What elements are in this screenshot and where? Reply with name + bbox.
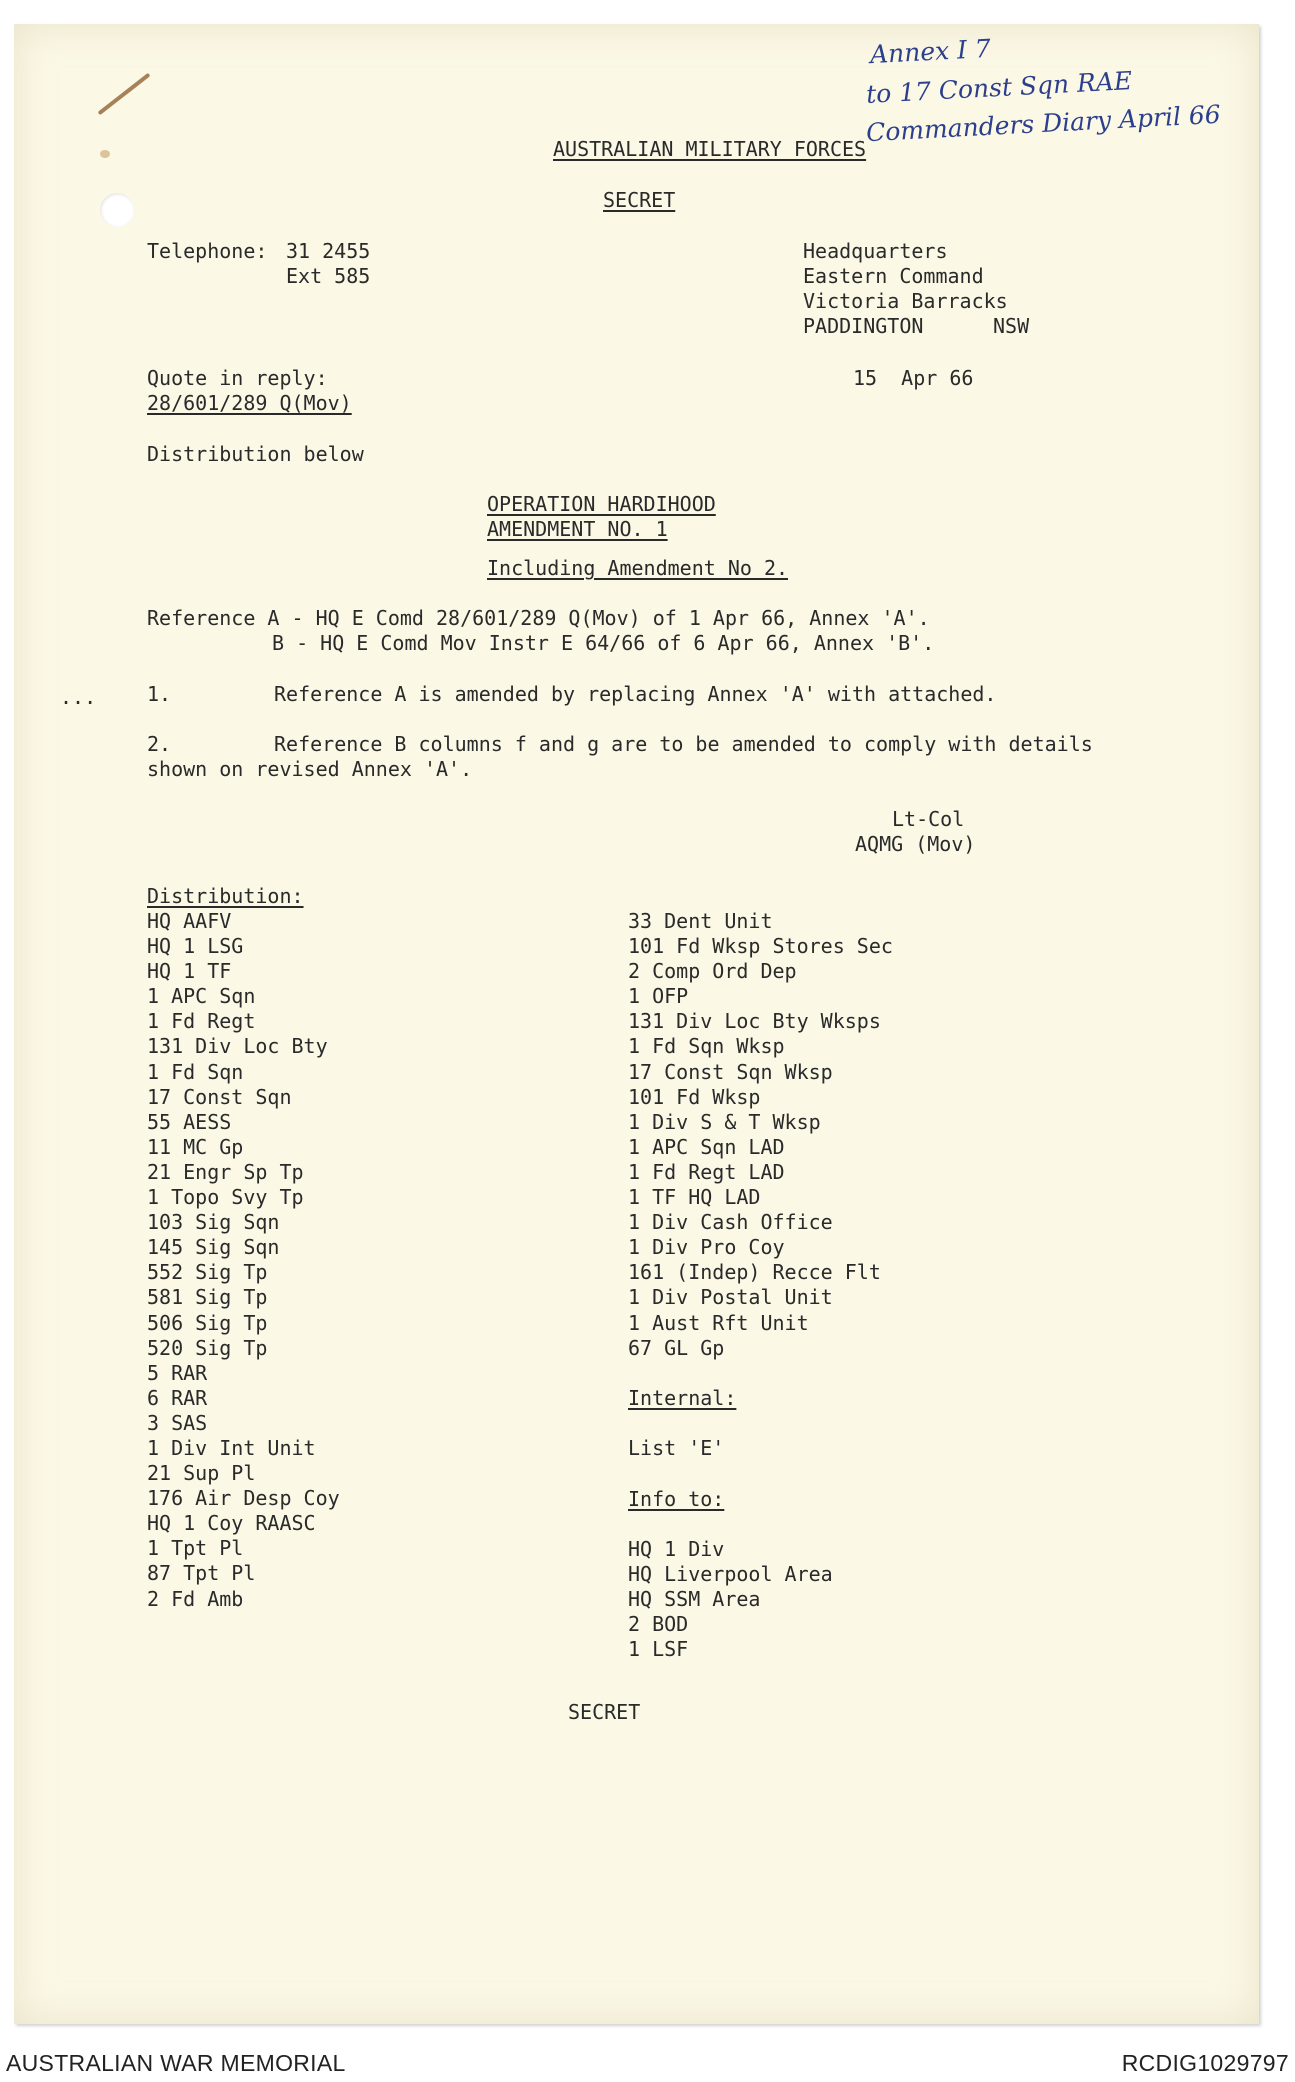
- list-item: HQ 1 Div: [628, 1537, 725, 1561]
- list-item: 1 Fd Sqn: [147, 1059, 244, 1084]
- list-item: 67 GL Gp: [628, 1335, 725, 1360]
- address-line-3: Victoria Barracks: [803, 289, 1008, 313]
- list-item: 176 Air Desp Coy: [147, 1486, 340, 1511]
- document-date: 15 Apr 66: [853, 366, 974, 390]
- distribution-list-left: [147, 909, 340, 1612]
- org-heading: AUSTRALIAN MILITARY FORCES: [553, 137, 867, 161]
- list-item: 161 (Indep) Recce Flt: [628, 1260, 881, 1285]
- list-item: 17 Const Sqn: [147, 1084, 292, 1109]
- list-item: 103 Sig Sqn: [147, 1210, 280, 1235]
- list-item: 1 Div Pro Coy: [628, 1235, 785, 1260]
- distribution-list-right: [628, 909, 893, 1361]
- signature-rank: Lt-Col: [892, 807, 965, 831]
- address-line-2: Eastern Command: [803, 264, 984, 288]
- list-item: HQ Liverpool Area: [628, 1562, 833, 1587]
- list-item: 1 APC Sqn LAD: [628, 1134, 785, 1159]
- info-heading: Info to:: [628, 1487, 725, 1511]
- paragraph-2-line-2: shown on revised Annex 'A'.: [147, 757, 473, 781]
- list-item: 581 Sig Tp: [147, 1285, 268, 1310]
- list-item: HQ 1 Coy RAASC: [147, 1511, 316, 1536]
- list-item: 1 LSF: [628, 1637, 689, 1662]
- list-item: HQ AAFV: [147, 909, 232, 933]
- punch-hole: [100, 193, 134, 227]
- list-item: 1 Aust Rft Unit: [628, 1310, 809, 1335]
- internal-heading: Internal:: [628, 1386, 737, 1410]
- address-line-1: Headquarters: [803, 239, 948, 263]
- list-item: 5 RAR: [147, 1360, 208, 1385]
- list-item: 1 OFP: [628, 984, 689, 1009]
- list-item: 21 Sup Pl: [147, 1461, 256, 1486]
- quote-reference: 28/601/289 Q(Mov): [147, 391, 352, 415]
- footer-record-id: RCDIG1029797: [1121, 2050, 1289, 2076]
- address-state: NSW: [993, 314, 1030, 338]
- paragraph-2-line-1: Reference B columns f and g are to be amended to comply with details: [274, 732, 1093, 756]
- list-item: 17 Const Sqn Wksp: [628, 1059, 833, 1084]
- list-item: 3 SAS: [147, 1410, 208, 1435]
- telephone-ext: Ext 585: [286, 264, 371, 288]
- list-item: 2 BOD: [628, 1612, 689, 1637]
- internal-item: List 'E': [628, 1436, 725, 1460]
- info-list: [628, 1537, 833, 1662]
- telephone-number: 31 2455: [286, 239, 371, 263]
- list-item: HQ 1 TF: [147, 959, 232, 984]
- list-item: 2 Fd Amb: [147, 1586, 244, 1611]
- handwritten-unit: to 17 Const Sqn RAE: [865, 66, 1133, 109]
- list-item: HQ SSM Area: [628, 1587, 761, 1612]
- list-item: 1 Div Int Unit: [147, 1435, 316, 1460]
- paragraph-1-text: Reference A is amended by replacing Annex 'A' with attached.: [274, 682, 997, 706]
- list-item: 506 Sig Tp: [147, 1310, 268, 1335]
- paragraph-2-number: 2.: [147, 732, 172, 756]
- list-item: 87 Tpt Pl: [147, 1561, 256, 1586]
- list-item: 1 Topo Svy Tp: [147, 1185, 304, 1210]
- list-item: 1 Div Cash Office: [628, 1210, 833, 1235]
- list-item: 131 Div Loc Bty: [147, 1034, 328, 1059]
- quote-label: Quote in reply:: [147, 366, 328, 390]
- list-item: 520 Sig Tp: [147, 1335, 268, 1360]
- list-item: 131 Div Loc Bty Wksps: [628, 1009, 881, 1034]
- rust-spot: [100, 150, 110, 158]
- list-item: 1 TF HQ LAD: [628, 1185, 761, 1210]
- list-item: 1 APC Sqn: [147, 984, 256, 1009]
- list-item: 11 MC Gp: [147, 1134, 244, 1159]
- including-amendment: Including Amendment No 2.: [487, 556, 789, 580]
- handwritten-diary: Commanders Diary April 66: [865, 99, 1222, 148]
- list-item: 1 Tpt Pl: [147, 1536, 244, 1561]
- distribution-heading: Distribution:: [147, 884, 304, 908]
- handwritten-annex: Annex I 7: [869, 33, 992, 70]
- telephone-label: Telephone:: [147, 239, 268, 263]
- reference-a: Reference A - HQ E Comd 28/601/289 Q(Mov) of 1 Apr 66, Annex 'A'.: [147, 606, 930, 630]
- paragraph-1-number: 1.: [147, 682, 172, 706]
- classification-top: SECRET: [603, 188, 676, 212]
- address-city: PADDINGTON: [803, 314, 924, 338]
- list-item: 1 Fd Regt: [147, 1009, 256, 1034]
- list-item: 145 Sig Sqn: [147, 1235, 280, 1260]
- list-item: 101 Fd Wksp Stores Sec: [628, 934, 893, 959]
- list-item: 33 Dent Unit: [628, 909, 773, 933]
- reference-b: B - HQ E Comd Mov Instr E 64/66 of 6 Apr 66, Annex 'B'.: [272, 631, 935, 655]
- list-item: HQ 1 LSG: [147, 934, 244, 959]
- list-item: 1 Div Postal Unit: [628, 1285, 833, 1310]
- list-item: 101 Fd Wksp: [628, 1084, 761, 1109]
- list-item: 1 Fd Regt LAD: [628, 1159, 785, 1184]
- signature-appointment: AQMG (Mov): [855, 832, 976, 856]
- margin-mark: ...: [60, 685, 97, 709]
- list-item: 1 Div S & T Wksp: [628, 1109, 821, 1134]
- list-item: 1 Fd Sqn Wksp: [628, 1034, 785, 1059]
- footer-institution: AUSTRALIAN WAR MEMORIAL: [6, 2050, 346, 2076]
- distribution-note: Distribution below: [147, 442, 364, 466]
- list-item: 21 Engr Sp Tp: [147, 1159, 304, 1184]
- operation-title: OPERATION HARDIHOOD: [487, 492, 716, 516]
- list-item: 55 AESS: [147, 1109, 232, 1134]
- classification-bottom: SECRET: [568, 1700, 641, 1724]
- amendment-title: AMENDMENT NO. 1: [487, 517, 668, 541]
- list-item: 552 Sig Tp: [147, 1260, 268, 1285]
- list-item: 2 Comp Ord Dep: [628, 959, 797, 984]
- list-item: 6 RAR: [147, 1385, 208, 1410]
